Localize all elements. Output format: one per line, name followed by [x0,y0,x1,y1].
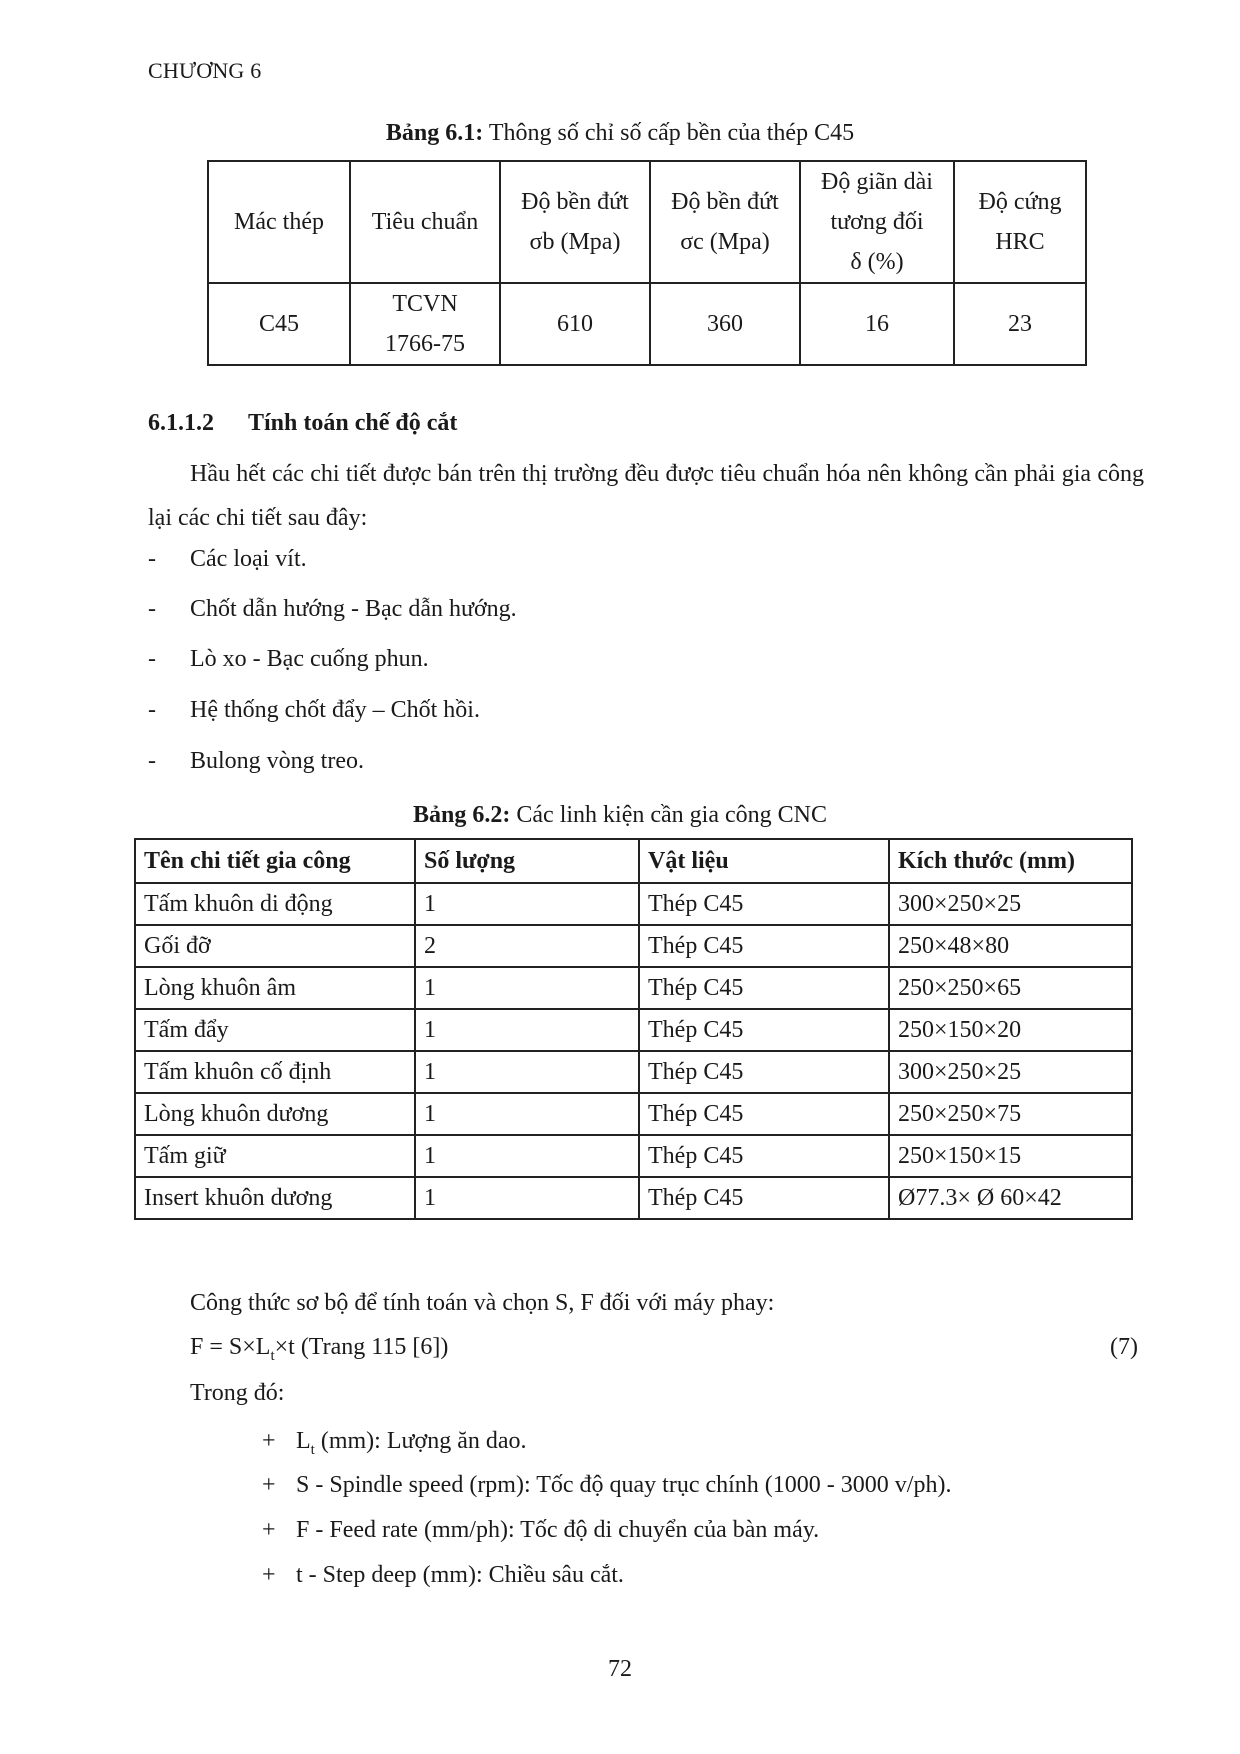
table1-header-cell: Mác thép [208,161,350,283]
bullet-item: - Các loại vít. [148,546,307,572]
table2-header-cell: Tên chi tiết gia công [135,839,415,883]
table2-header-row [135,839,1132,883]
table-row: Lòng khuôn âm 1 Thép C45 250×250×65 [135,967,1132,1009]
plus-mark: + [262,1428,276,1454]
table-row: Lòng khuôn dương 1 Thép C45 250×250×75 [135,1093,1132,1135]
table2-caption [0,802,1240,829]
table1-header-cell: Độ bền đứt σb (Mpa) [500,161,650,283]
formula-intro: Công thức sơ bộ để tính toán và chọn S, F đối với máy phay: [190,1290,775,1316]
formula-expression: $F = S\times L_t\times t$ (Trang 115 [6]) [190,1334,449,1364]
page-number: 72 [608,1656,632,1682]
table1-caption [0,120,1240,147]
table1-cell: 16 [800,283,954,365]
table-steel-specs [207,160,1087,366]
definition-item: + $L_t$ (mm): Lượng ăn dao. [262,1428,527,1458]
section-title: Tính toán chế độ cắt [248,410,458,436]
table2-header-cell: Số lượng [415,839,639,883]
definition-item: + F - Feed rate (mm/ph): Tốc độ di chuyển của bàn máy. [262,1517,820,1543]
table1-header-cell: Độ bền đứt σc (Mpa) [650,161,800,283]
intro-paragraph: Hầu hết các chi tiết được bán trên thị trường đều được tiêu chuẩn hóa nên không cần phải gia công lại các chi tiết sau đây: [148,461,1144,531]
bullet-dash: - [148,646,156,672]
table2-header-cell: Kích thước (mm) [889,839,1132,883]
table1-data-row [208,283,1086,365]
table-cnc-parts [134,838,1133,1220]
table1-cell: 360 [650,283,800,365]
plus-mark: + [262,1562,276,1588]
definition-item: + S - Spindle speed (rpm): Tốc độ quay trục chính (1000 - 3000 v/ph). [262,1472,952,1498]
section-number: 6.1.1.2 [148,410,214,436]
table1-header-cell: Độ giãn dài tương đối δ (%) [800,161,954,283]
table-row: Tấm giữ 1 Thép C45 250×150×15 [135,1135,1132,1177]
bullet-dash: - [148,596,156,622]
bullet-item: - Chốt dẫn hướng - Bạc dẫn hướng. [148,596,517,622]
table2-header-cell: Vật liệu [639,839,889,883]
table1-header-row [208,161,1086,283]
plus-mark: + [262,1517,276,1543]
table1-cell: 23 [954,283,1086,365]
table1-caption-text: Thông số chỉ số cấp bền của thép C45 [483,120,855,146]
table1-cell: TCVN 1766-75 [350,283,500,365]
bullet-item: - Hệ thống chốt đẩy – Chốt hồi. [148,697,480,723]
table2-caption-text: Các linh kiện cần gia công CNC [510,802,827,828]
bullet-item: - Lò xo - Bạc cuống phun. [148,646,429,672]
table1-cell: C45 [208,283,350,365]
plus-mark: + [262,1472,276,1498]
formula-where: Trong đó: [190,1380,285,1406]
table-row: Gối đỡ 2 Thép C45 250×48×80 [135,925,1132,967]
section-heading [148,410,457,437]
table-row: Tấm đẩy 1 Thép C45 250×150×20 [135,1009,1132,1051]
bullet-item: - Bulong vòng treo. [148,748,364,774]
bullet-dash: - [148,546,156,572]
table2-caption-label: Bảng 6.2: [413,802,511,828]
table-row: Insert khuôn dương 1 Thép C45 Ø77.3× Ø 60×42 [135,1177,1132,1219]
table1-caption-label: Bảng 6.1: [385,120,484,146]
table-row: Tấm khuôn di động 1 Thép C45 300×250×25 [135,883,1132,925]
table1-cell: 610 [500,283,650,365]
formula-number: (7) [1110,1334,1138,1360]
bullet-dash: - [148,748,156,774]
chapter-header: CHƯƠNG 6 [148,58,262,83]
bullet-dash: - [148,697,156,723]
definition-item: + t - Step deep (mm): Chiều sâu cắt. [262,1562,624,1588]
table1-header-cell: Độ cứng HRC [954,161,1086,283]
table-row: Tấm khuôn cố định 1 Thép C45 300×250×25 [135,1051,1132,1093]
table1-header-cell: Tiêu chuẩn [350,161,500,283]
